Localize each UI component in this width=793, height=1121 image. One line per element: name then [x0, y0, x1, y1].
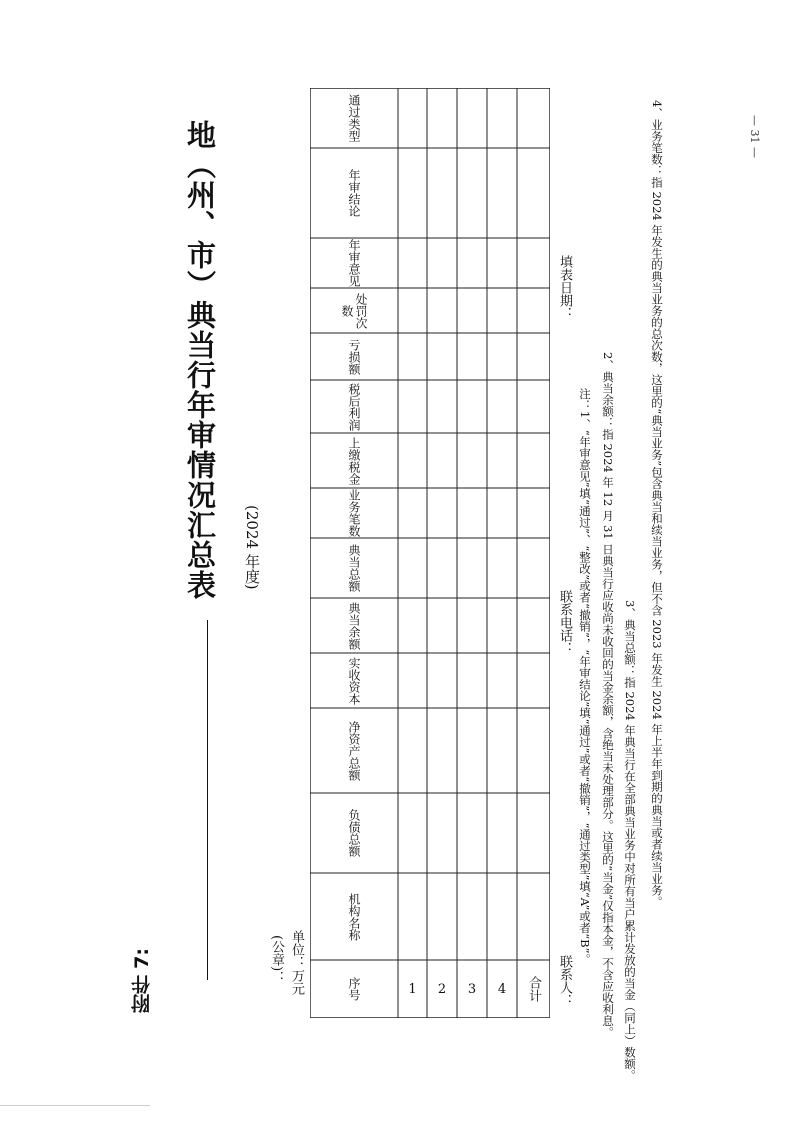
column-header: 净资产总额: [347, 720, 361, 781]
region-blank-line: [207, 620, 208, 980]
note-3: 3、典当总额：指 2024 年典当行在全部典当业务中对所有当户累计发放的当金（同上）数额。: [623, 600, 637, 1081]
report-year: (2024 年度): [243, 505, 261, 590]
column-header: 实收资本: [347, 656, 361, 705]
row-number: 3: [467, 981, 477, 997]
column-header: 业务笔数: [347, 489, 361, 537]
contact-phone-label: 联系电话：: [557, 590, 572, 655]
column-header: 处罚次数: [340, 292, 368, 329]
column-header: 典当余额: [347, 601, 361, 650]
footer-rule: [0, 1105, 150, 1106]
total-label: 合计: [526, 976, 541, 1002]
column-header: 序号: [347, 977, 361, 1001]
page-number: — 31 —: [748, 115, 761, 158]
row-number: 1: [408, 981, 417, 997]
column-header: 通过类型: [347, 94, 361, 142]
summary-table: [310, 88, 550, 1018]
row-number: 4: [497, 981, 507, 997]
seal-label: (公章)：: [269, 935, 284, 985]
column-header: 负债总额: [347, 809, 361, 857]
column-header: 年审意见: [347, 239, 361, 287]
annex-label: 附件 7:: [131, 948, 153, 1014]
note-2: 2、典当余额：指 2024 年 12 月 31 日典当行应收尚未收回的当金余额，含绝当未处理部分。这里的“当金”仅指本金，不含应收利息。: [601, 352, 615, 1039]
column-header: 年审结论: [347, 169, 361, 217]
column-header: 税后利润: [347, 382, 361, 431]
column-header: 机构名称: [347, 892, 361, 941]
fill-date-label: 填表日期：: [557, 255, 572, 320]
page-title: 地（州、市）典当行年审情况汇总表: [183, 120, 217, 600]
column-header: 亏损额: [347, 338, 361, 375]
column-header: 上缴税金: [347, 436, 361, 485]
row-number: 2: [437, 981, 447, 997]
unit-label: 单位：万元: [289, 930, 304, 995]
note-1: 注：1、“年审意见”填“通过”、“整改”或者“撤销”，“年审结论”填“通过”或者“撤销”，“通过类型”填“A”或者“B”。: [578, 388, 592, 965]
note-4: 4、业务笔数：指 2024 年发生的典当业务的总次数，这里的“典当业务”包含典当和续当业务，但不含 2023 年发生 2024 年上半年到期的典当或者续当业务。: [650, 100, 664, 908]
contact-person-label: 联系人：: [557, 955, 572, 1007]
column-header: 典当总额: [347, 544, 361, 592]
